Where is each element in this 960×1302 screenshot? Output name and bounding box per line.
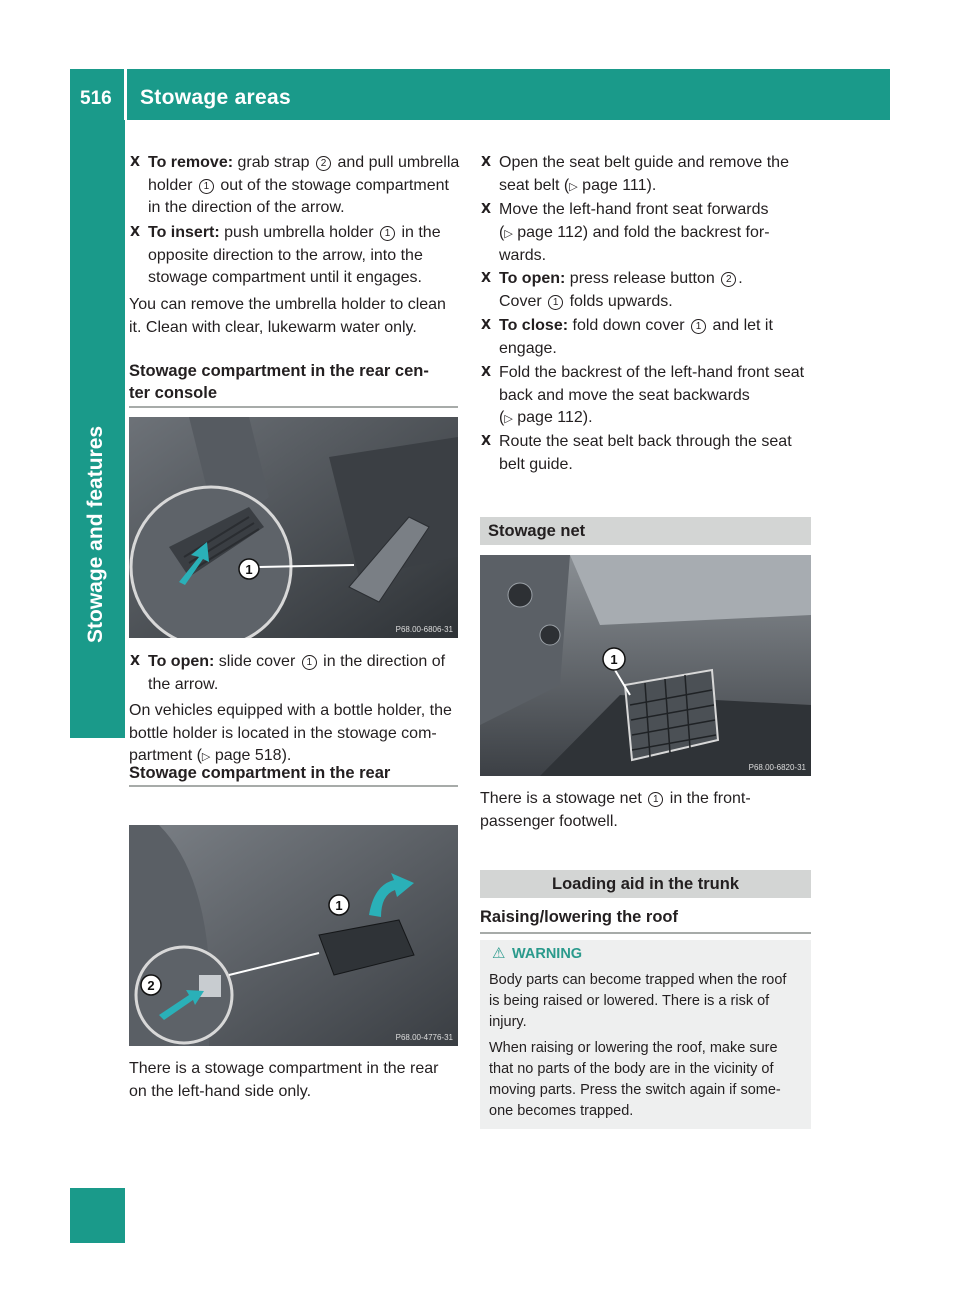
page-title: Stowage areas: [140, 86, 291, 109]
callout-1-icon: 1: [302, 655, 317, 670]
step-to-open-cover: X To open: slide cover 1 in the direction of the arrow.: [130, 653, 446, 693]
step-marker: X: [130, 225, 141, 240]
heading-rear-compartment: Stowage compartment in the rear: [129, 764, 391, 782]
page-number: 516: [80, 88, 112, 109]
step-fold-backrest: X Fold the backrest of the left-hand front seat back and move the seat backwards (▷ page 112).: [481, 364, 805, 427]
page-ref-icon: ▷: [201, 750, 211, 764]
image-rear-compartment: [129, 825, 458, 1046]
image-callout-1: 1: [610, 652, 618, 667]
step-open-belt-guide: X Open the seat belt guide and remove the seat belt (▷ page 111).: [481, 154, 789, 194]
step-to-open-release: X To open: press release button 2 . Cover 1 folds upwards.: [481, 270, 743, 310]
page-ref-icon: ▷: [569, 179, 578, 193]
section-bar-stowage-net: Stowage net: [480, 517, 811, 545]
warning-text-1: Body parts can become trapped when the roof is being raised or lowered. There is a risk of injury.: [489, 972, 787, 1030]
step-marker: X: [130, 654, 141, 669]
image-code: P68.00-6806-31: [395, 625, 453, 634]
warning-title: WARNING: [512, 946, 583, 962]
callout-1-icon: 1: [548, 295, 563, 310]
paragraph-rear-compartment: There is a stowage compartment in the rear on the left-hand side only.: [129, 1060, 439, 1100]
heading-raising-lowering-roof: Raising/lowering the roof: [480, 908, 679, 926]
callout-1-icon: 1: [691, 319, 706, 334]
step-to-insert: X To insert: push umbrella holder 1 in the opposite direction to the arrow, into the stowage compartment until it engages.: [130, 224, 441, 287]
image-callout-2: 2: [147, 978, 155, 993]
step-to-remove: X To remove: grab strap 2 and pull umbrella holder 1 out of the stowage compartment in the direction of the arrow.: [130, 154, 460, 217]
step-marker: X: [481, 434, 492, 449]
callout-1-icon: 1: [380, 226, 395, 241]
step-marker: X: [481, 202, 492, 217]
step-move-seat-forward: X Move the left-hand front seat forwards (▷ page 112) and fold the backrest for- wards.: [481, 201, 770, 265]
paragraph-clean: You can remove the umbrella holder to clean it. Clean with clear, lukewarm water only.: [129, 296, 446, 336]
section-bar-loading-aid: Loading aid in the trunk: [480, 870, 811, 898]
callout-2-icon: 2: [721, 272, 736, 287]
side-marker: [70, 1188, 125, 1243]
image-code: P68.00-4776-31: [395, 1033, 453, 1042]
heading-rule: [129, 785, 458, 787]
image-callout-1: 1: [335, 898, 343, 913]
heading-rule: [480, 932, 811, 934]
page-ref-icon: ▷: [504, 412, 513, 426]
warning-box: [480, 940, 811, 1129]
warning-icon: ⚠: [492, 945, 506, 962]
step-marker: X: [481, 318, 492, 333]
heading-rear-center-console: Stowage compartment in the rear cen- ter console: [129, 362, 429, 402]
paragraph-bottle-holder: On vehicles equipped with a bottle holder, the bottle holder is located in the stowage com- partment (▷ page 518).: [129, 702, 452, 765]
step-marker: X: [130, 155, 141, 170]
header-divider: [124, 69, 127, 120]
image-callout-1: 1: [245, 562, 253, 577]
image-rear-center-console: [129, 417, 458, 638]
callout-1-icon: 1: [199, 179, 214, 194]
step-marker: X: [481, 155, 492, 170]
step-route-belt: X Route the seat belt back through the seat belt guide.: [481, 433, 792, 473]
paragraph-stowage-net: There is a stowage net 1 in the front- passenger footwell.: [480, 790, 751, 830]
step-marker: X: [481, 271, 492, 286]
page-ref-icon: ▷: [504, 226, 513, 240]
image-code: P68.00-6820-31: [748, 763, 806, 772]
callout-2-icon: 2: [316, 156, 331, 171]
callout-1-icon: 1: [648, 792, 663, 807]
heading-rule: [129, 406, 458, 408]
warning-text-2: When raising or lowering the roof, make sure that no parts of the body are in the vicinity of moving parts. Press the switch again if some- one becomes trapped.: [489, 1040, 781, 1119]
step-to-close: X To close: fold down cover 1 and let it engage.: [481, 317, 773, 357]
step-marker: X: [481, 365, 492, 380]
image-stowage-net: [480, 555, 811, 776]
side-tab-label: Stowage and features: [84, 425, 107, 643]
